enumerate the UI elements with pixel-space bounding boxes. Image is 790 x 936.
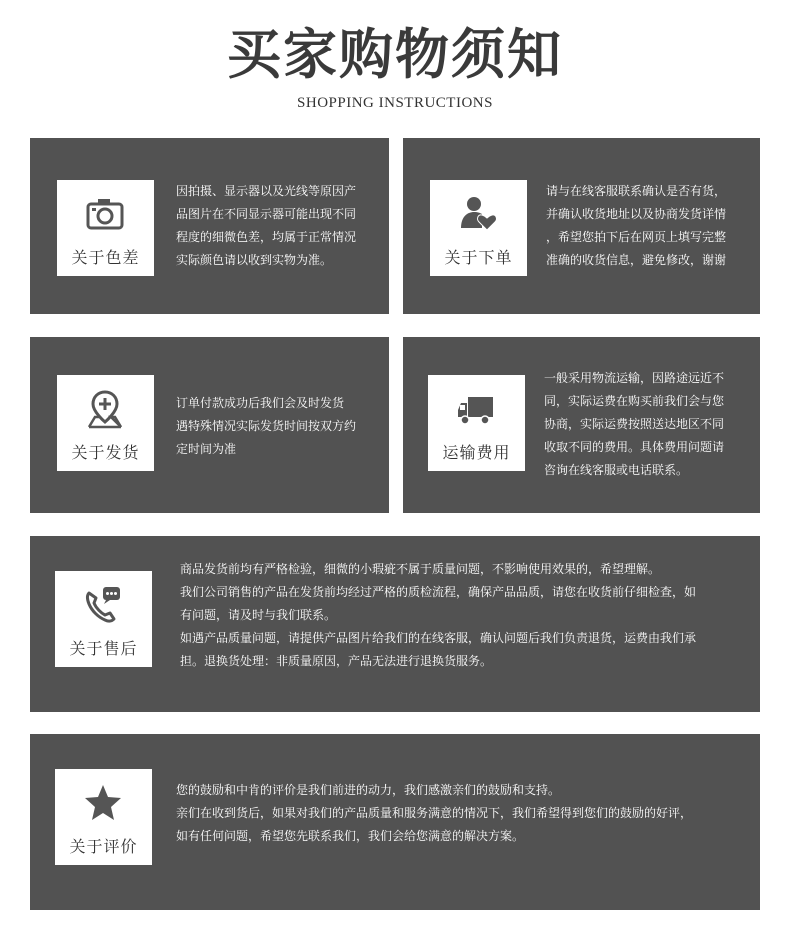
star-icon [83, 783, 123, 823]
page-subtitle: SHOPPING INSTRUCTIONS [297, 95, 493, 111]
phone-chat-icon [83, 585, 123, 625]
text-line: 并确认收货地址以及协商发货详情 [546, 207, 727, 221]
text-line: 有问题，请及时与我们联系。 [180, 608, 337, 622]
text-line: 我们公司销售的产品在发货前均经过严格的质检流程，确保产品品质，请您在收货前仔细检查，如 [180, 585, 697, 599]
text-line: 实际颜色请以收到实物为准。 [176, 253, 333, 267]
section-text [546, 180, 758, 272]
text-line: 程度的细微色差，均属于正常情况 [176, 230, 357, 244]
text-line: 一般采用物流运输，因路途远近不 [544, 371, 725, 385]
map-pin-icon [85, 389, 125, 429]
text-line: ，希望您拍下后在网页上填写完整 [546, 230, 727, 244]
text-line: 遇特殊情况实际发货时间按双方约 [176, 419, 357, 433]
section-label: 关于发货 [71, 443, 140, 462]
text-line: 商品发货前均有严格检验，细微的小瑕疵不属于质量问题，不影响使用效果的，希望理解。 [180, 562, 661, 576]
icon-box-after-sale [55, 571, 152, 667]
text-line: 如有任何问题，希望您先联系我们，我们会给您满意的解决方案。 [176, 829, 525, 843]
text-line: 您的鼓励和中肯的评价是我们前进的动力，我们感激亲们的鼓励和支持。 [176, 783, 561, 797]
card-review [30, 734, 760, 910]
text-line: 收取不同的费用。具体费用问题请 [544, 440, 725, 454]
text-line: 协商，实际运费按照送达地区不同 [544, 417, 725, 431]
section-text [176, 392, 386, 461]
card-color-difference [30, 138, 389, 314]
camera-icon [85, 194, 125, 234]
section-text [176, 779, 758, 848]
card-shipping [30, 337, 389, 513]
truck-icon [456, 389, 496, 429]
icon-box-order [430, 180, 527, 276]
icon-box-review [55, 769, 152, 865]
section-label: 关于色差 [71, 248, 140, 267]
section-label: 关于下单 [444, 248, 513, 267]
section-label: 关于评价 [69, 837, 138, 856]
page-title: 买家购物须知 [227, 23, 563, 86]
text-line: 亲们在收到货后，如果对我们的产品质量和服务满意的情况下，我们希望得到您们的鼓励的好评， [176, 806, 693, 820]
text-line: 因拍摄、显示器以及光线等原因产 [176, 184, 357, 198]
section-label: 关于售后 [69, 639, 138, 658]
card-order [403, 138, 760, 314]
section-text [544, 367, 758, 482]
text-line: 请与在线客服联系确认是否有货， [546, 184, 727, 198]
text-line: 同，实际运费在购买前我们会与您 [544, 394, 725, 408]
text-line: 品图片在不同显示器可能出现不同 [176, 207, 357, 221]
icon-box-shipping [57, 375, 154, 471]
card-after-sale [30, 536, 760, 712]
section-text [180, 558, 758, 673]
icon-box-freight [428, 375, 525, 471]
text-line: 如遇产品质量问题，请提供产品图片给我们的在线客服，确认问题后我们负责退货，运费由我们承 [180, 631, 697, 645]
section-label: 运输费用 [442, 443, 511, 462]
section-text [176, 180, 386, 272]
card-freight [403, 337, 760, 513]
text-line: 准确的收货信息，避免修改，谢谢 [546, 253, 727, 267]
text-line: 订单付款成功后我们会及时发货 [176, 396, 345, 410]
user-heart-icon [458, 194, 498, 234]
icon-box-color [57, 180, 154, 276]
text-line: 担。退换货处理：非质量原因，产品无法进行退换货服务。 [180, 654, 493, 668]
text-line: 咨询在线客服或电话联系。 [544, 463, 689, 477]
text-line: 定时间为准 [176, 442, 237, 456]
